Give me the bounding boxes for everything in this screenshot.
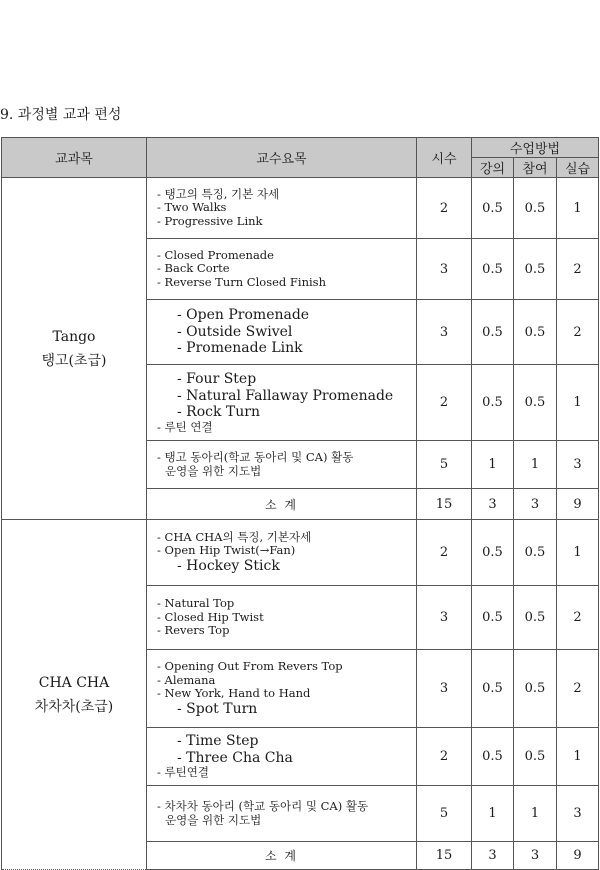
- lecture-cell: 0.5: [472, 365, 514, 441]
- course-name-en: CHA CHA: [38, 674, 110, 691]
- topics-cell: [147, 441, 417, 489]
- topic-line: - Back Corte: [157, 261, 230, 276]
- hours-cell: 3: [417, 650, 472, 728]
- topic-line: 운영을 위한 지도법: [165, 463, 262, 478]
- lecture-cell: 1: [472, 786, 514, 842]
- topic-line: - 탱고 동아리(학교 동아리 및 CA) 활동: [157, 450, 354, 464]
- page-title: 9. 과정별 교과 편성: [0, 107, 122, 123]
- topic-line: - Three Cha Cha: [177, 749, 293, 766]
- topic-line: - Spot Turn: [177, 700, 258, 717]
- topic-line: - Revers Top: [157, 623, 230, 638]
- topic-line: - Progressive Link: [157, 213, 263, 228]
- table-row: [2, 178, 599, 239]
- practice-cell: 2: [557, 300, 599, 365]
- subtotal-label: 소 계: [147, 842, 417, 870]
- topic-line: - Outside Swivel: [177, 323, 293, 340]
- topics-cell: [147, 728, 417, 786]
- lecture-cell: 0.5: [472, 300, 514, 365]
- topic-line: - Time Step: [177, 733, 259, 750]
- header-subject: 교과목: [2, 138, 147, 178]
- topic-line: - Reverse Turn Closed Finish: [157, 274, 326, 289]
- participation-cell: 0.5: [514, 728, 557, 786]
- course-cell-chacha: [2, 520, 147, 870]
- topic-line: 운영을 위한 지도법: [165, 812, 262, 827]
- curriculum-table: [1, 137, 599, 870]
- course-name-ko: 차차차(초급): [34, 698, 114, 715]
- participation-cell: 0.5: [514, 178, 557, 239]
- practice-cell: 3: [557, 441, 599, 489]
- lecture-cell: 0.5: [472, 239, 514, 300]
- topics-cell: [147, 300, 417, 365]
- topic-line: - CHA CHA의 특징, 기본자세: [157, 529, 312, 544]
- hours-cell: 3: [417, 586, 472, 650]
- topic-line: - 루틴연결: [157, 765, 209, 780]
- header-practice: 실습: [557, 158, 599, 178]
- topic-line: - 탱고의 특징, 기본 자세: [157, 186, 280, 201]
- topics-cell: [147, 650, 417, 728]
- lecture-cell: 0.5: [472, 728, 514, 786]
- topic-line: - Natural Top: [157, 596, 235, 611]
- header-topics: 교수요목: [147, 138, 417, 178]
- lecture-cell: 0.5: [472, 586, 514, 650]
- subtotal-practice: 9: [557, 842, 599, 870]
- subtotal-practice: 9: [557, 489, 599, 520]
- header-lecture: 강의: [472, 158, 514, 178]
- subtotal-participation: 3: [514, 489, 557, 520]
- subtotal-lecture: 3: [472, 842, 514, 870]
- participation-cell: 1: [514, 786, 557, 842]
- subtotal-hours: 15: [417, 842, 472, 870]
- subtotal-label: 소 계: [147, 489, 417, 520]
- subtotal-lecture: 3: [472, 489, 514, 520]
- participation-cell: 0.5: [514, 239, 557, 300]
- header-method: 수업방법: [472, 138, 599, 158]
- hours-cell: 5: [417, 786, 472, 842]
- topic-line: - Closed Promenade: [157, 247, 274, 262]
- topic-line: - Alemana: [157, 672, 216, 687]
- practice-cell: 1: [557, 178, 599, 239]
- practice-cell: 2: [557, 239, 599, 300]
- lecture-cell: 1: [472, 441, 514, 489]
- course-name-ko: 탱고(초급): [41, 352, 107, 369]
- hours-cell: 5: [417, 441, 472, 489]
- topic-line: - Open Hip Twist(→Fan): [157, 543, 296, 558]
- hours-cell: 2: [417, 178, 472, 239]
- header-row: [2, 138, 599, 158]
- practice-cell: 1: [557, 520, 599, 586]
- topics-cell: [147, 786, 417, 842]
- participation-cell: 0.5: [514, 520, 557, 586]
- participation-cell: 0.5: [514, 586, 557, 650]
- topic-line: - Hockey Stick: [177, 557, 280, 574]
- topic-line: - Two Walks: [157, 200, 227, 215]
- topics-cell: [147, 586, 417, 650]
- subtotal-hours: 15: [417, 489, 472, 520]
- topic-line: - Natural Fallaway Promenade: [177, 387, 394, 404]
- topic-line: - New York, Hand to Hand: [157, 686, 311, 700]
- topic-line: - Four Step: [177, 371, 257, 387]
- topic-line: - Open Promenade: [177, 307, 310, 324]
- practice-cell: 2: [557, 586, 599, 650]
- lecture-cell: 0.5: [472, 520, 514, 586]
- hours-cell: 3: [417, 239, 472, 300]
- topics-cell: [147, 365, 417, 441]
- practice-cell: 3: [557, 786, 599, 842]
- topics-cell: [147, 520, 417, 586]
- topic-line: - 루틴 연결: [157, 419, 213, 434]
- participation-cell: 0.5: [514, 650, 557, 728]
- topic-line: - Closed Hip Twist: [157, 609, 264, 624]
- topic-line: - Promenade Link: [177, 340, 303, 357]
- course-cell-tango: [2, 178, 147, 520]
- lecture-cell: 0.5: [472, 178, 514, 239]
- practice-cell: 1: [557, 728, 599, 786]
- header-hours: 시수: [417, 138, 472, 178]
- participation-cell: 1: [514, 441, 557, 489]
- participation-cell: 0.5: [514, 300, 557, 365]
- topic-line: - Opening Out From Revers Top: [157, 659, 343, 673]
- hours-cell: 3: [417, 300, 472, 365]
- hours-cell: 2: [417, 520, 472, 586]
- hours-cell: 2: [417, 365, 472, 441]
- topic-line: - Rock Turn: [177, 404, 260, 420]
- table-row: [2, 520, 599, 586]
- practice-cell: 2: [557, 650, 599, 728]
- hours-cell: 2: [417, 728, 472, 786]
- practice-cell: 1: [557, 365, 599, 441]
- lecture-cell: 0.5: [472, 650, 514, 728]
- header-participation: 참여: [514, 158, 557, 178]
- course-name-en: Tango: [52, 328, 96, 345]
- subtotal-participation: 3: [514, 842, 557, 870]
- topics-cell: [147, 178, 417, 239]
- topics-cell: [147, 239, 417, 300]
- participation-cell: 0.5: [514, 365, 557, 441]
- topic-line: - 차차차 동아리 (학교 동아리 및 CA) 활동: [157, 799, 369, 813]
